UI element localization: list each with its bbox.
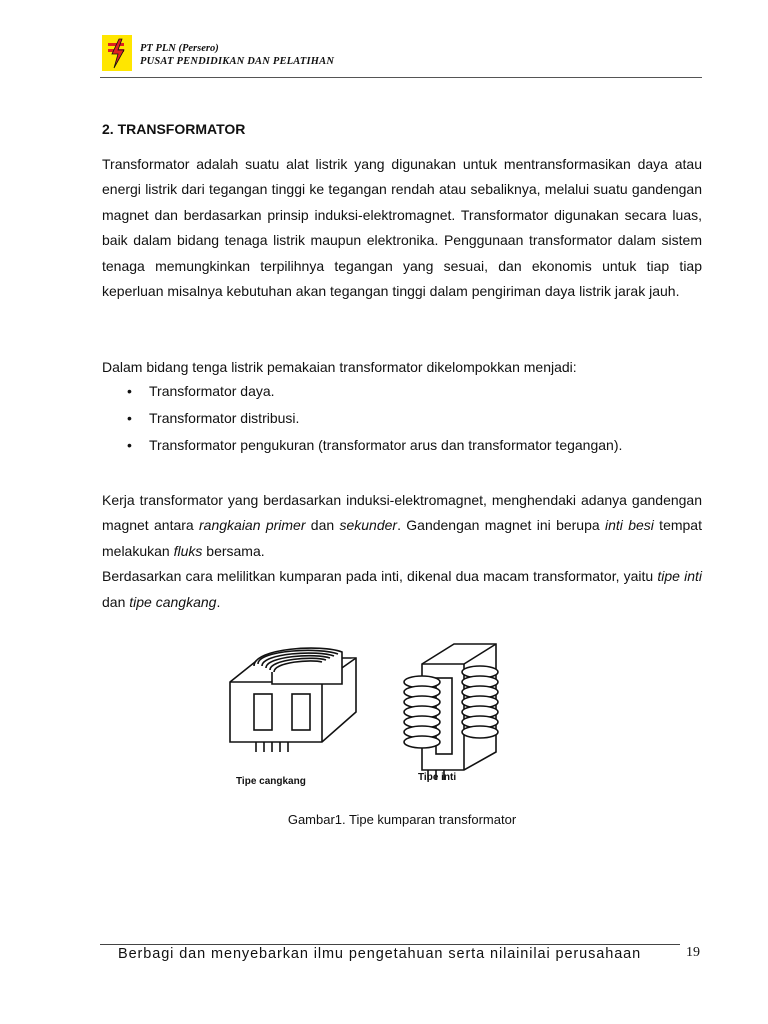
list-item: • Transformator daya. <box>102 378 702 405</box>
footer-motto: Berbagi dan menyebarkan ilmu pengetahuan serta nilainilai perusahaan <box>118 946 642 962</box>
transformer-figure <box>196 620 526 808</box>
page-header <box>100 35 702 78</box>
paragraph-classification <box>102 355 702 380</box>
label-shell-type: Tipe cangkang <box>236 776 306 787</box>
transformer-type-list <box>102 378 702 459</box>
paragraph-classification-text: Dalam bidang tenga listrik pemakaian transformator dikelompokkan menjadi: <box>102 359 577 375</box>
pln-logo-icon <box>102 35 132 71</box>
org-name: PT PLN (Persero) <box>140 43 219 54</box>
division-name: PUSAT PENDIDIKAN DAN PELATIHAN <box>140 56 335 67</box>
paragraph-definition <box>102 152 702 304</box>
label-core-type: Tipe inti <box>418 772 457 783</box>
list-item: • Transformator pengukuran (transformator arus dan transformator tegangan). <box>102 432 702 459</box>
page-number: 19 <box>686 945 700 960</box>
figure-caption: Gambar1. Tipe kumparan transformator <box>287 812 517 827</box>
paragraph-definition-text: Transformator adalah suatu alat listrik yang digunakan untuk mentransformasikan daya atau energi listrik dari tegangan tinggi ke tegangan rendah atau sebaliknya, melalui suatu gandengan magnet dan berdasarkan prinsip induksi-elektromagnet. Transformator digunakan secara luas, baik dalam bidang tenaga listrik maupun elektronika. Penggunaan transformator dalam sistem tenaga memungkinkan terpilihnya tegangan yang sesuai, dan ekonomis untuk tiap tiap keperluan misalnya kebutuhan akan tegangan tinggi dalam pengiriman daya listrik jarak jauh. <box>102 156 702 300</box>
footer-divider <box>100 944 680 945</box>
paragraph-operation-text: Kerja transformator yang berdasarkan induksi-elektromagnet, menghendaki adanya gandengan magnet antara rangkaian primer dan sekunder. Gandengan magnet ini berupa inti besi tempat melakukan fluks bersama. <box>102 492 702 559</box>
paragraph-operation <box>102 488 702 615</box>
paragraph-winding-text: Berdasarkan cara melilitkan kumparan pada inti, dikenal dua macam transformator, yaitu tipe inti dan tipe cangkang. <box>102 568 702 610</box>
section-title: 2. TRANSFORMATOR <box>102 121 246 137</box>
list-item: • Transformator distribusi. <box>102 405 702 432</box>
